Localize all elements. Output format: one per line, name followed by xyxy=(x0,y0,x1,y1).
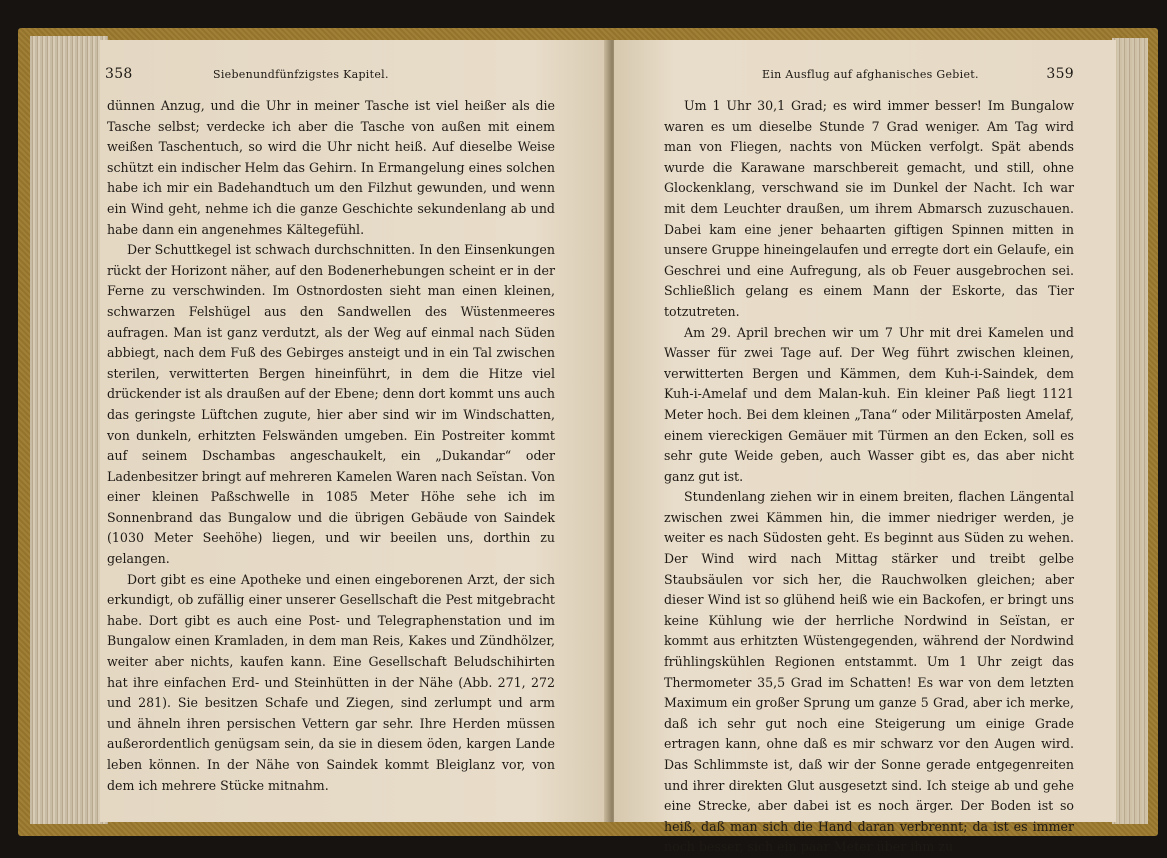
left-running-title: Siebenundfünfzigstes Kapitel. xyxy=(213,68,389,81)
left-page-number: 358 xyxy=(105,66,133,82)
right-paragraph-2: Am 29. April brechen wir um 7 Uhr mit drei Kamelen und Wasser für zwei Tage auf. Der Weg führt zwischen kleinen, verwitterten Bergen und Kämmen, dem Kuh-i-Saindek, dem Kuh-i-Amelaf und dem Malan-kuh. Ein kleiner Paß liegt 1121 Meter hoch. Bei dem kleinen „Tana“ oder Militärposten Amelaf, einem viereckigen Gemäuer mit Türmen an den Ecken, soll es sehr gute Weide geben, auch Wasser gibt es, das aber nicht ganz gut ist. xyxy=(664,324,1074,484)
right-page xyxy=(614,40,1116,855)
right-running-head xyxy=(732,68,1072,86)
left-paragraph-2: Der Schuttkegel ist schwach durchschnitten. In den Einsenkungen rückt der Horizont näher, auf den Bodenerhebungen scheint er in der Ferne zu verschwinden. Im Ostnordosten sieht man einen kleinen, schwarzen Felshügel aus den Sandwellen des Wüstenmeeres aufragen. Man ist ganz verdutzt, als der Weg auf einmal nach Süden abbiegt, nach dem Fuß des Gebirges ansteigt und in ein Tal zwischen sterilen, verwitterten Bergen hineinführt, in dem die Hitze viel drückender ist als draußen auf der Ebene; denn dort kommt uns auch das geringste Lüftchen zugute, hier aber sind wir im Windschatten, von dunkeln, erhitzten Felswänden umgeben. Ein Postreiter kommt auf seinem Dschambas angeschaukelt, ein „Dukandar“ oder Ladenbesitzer bringt auf mehreren Kamelen Waren nach Seïstan. Von einer kleinen Paßschwelle in 1085 Meter Höhe sehe ich im Sonnenbrand das Bungalow und die übrigen Gebäude von Saindek (1030 Meter Seehöhe) liegen, und wir beeilen uns, dorthin zu gelangen. xyxy=(107,242,555,567)
page-edges-left xyxy=(30,36,108,824)
right-running-title: Ein Ausflug auf afghanisches Gebiet. xyxy=(762,68,979,81)
left-paragraph-1: dünnen Anzug, und die Uhr in meiner Tasche ist viel heißer als die Tasche selbst; verdecke ich aber die Tasche von außen mit einem weißen Taschentuch, so wird die Uhr nicht heiß. Auf dieselbe Weise schützt ein indischer Helm das Gehirn. In Ermangelung eines solchen habe ich mir ein Badehandtuch um den Filzhut gewunden, und wenn ein Wind geht, nehme ich die ganze Geschichte sekundenlang ab und habe dann ein angenehmes Kältegefühl. xyxy=(107,98,555,237)
left-page xyxy=(100,40,610,822)
right-paragraph-3: Stundenlang ziehen wir in einem breiten, flachen Längental zwischen zwei Kämmen hin, die immer niedriger werden, je weiter es nach Südosten geht. Es beginnt aus Süden zu wehen. Der Wind wird nach Mittag stärker und treibt gelbe Staubsäulen vor sich her, die Rauchwolken gleichen; aber dieser Wind ist so glühend heiß wie ein Backofen, er bringt uns keine Kühlung wie der herrliche Nordwind in Seïstan, er kommt aus erhitzten Wüstengegenden, während der Nordwind frühlingskühlen Regionen entstammt. Um 1 Uhr zeigt das Thermometer 35,5 Grad im Schatten! Es war von dem letzten Maximum ein großer Sprung um ganze 5 Grad, aber ich merke, daß ich sehr gut noch eine Steigerung um einige Grade ertragen kann, ohne daß es mir schwarz vor den Augen wird. Das Schlimmste ist, daß wir der Sonne gerade entgegenreiten und ihrer direkten Glut ausgesetzt sind. Ich steige ab und gehe eine Strecke, aber dabei ist es noch ärger. Der Boden ist so heiß, daß man sich die Hand daran verbrennt; da ist es immer noch besser, sich ein paar Meter über ihm zu xyxy=(664,489,1074,855)
right-page-number: 359 xyxy=(1046,66,1074,82)
left-running-head xyxy=(105,68,545,86)
left-paragraph-3: Dort gibt es eine Apotheke und einen eingeborenen Arzt, der sich erkundigt, ob zufällig einer unserer Gesellschaft die Pest mitgebracht habe. Dort gibt es auch eine Post- und Telegraphenstation und im Bungalow einen Kramladen, in dem man Reis, Kakes und Zündhölzer, weiter aber nichts, kaufen kann. Eine Gesellschaft Beludschihirten hat ihre einfachen Erd- und Steinhütten in der Nähe (Abb. 271, 272 und 281). Sie besitzen Schafe und Ziegen, sind zerlumpt und arm und ähneln ihren persischen Vettern gar sehr. Ihre Herden müssen außerordentlich genügsam sein, da sie in diesem öden, kargen Lande leben können. In der Nähe von Saindek kommt Bleiglanz vor, von dem ich mehrere Stücke mitnahm. xyxy=(107,571,555,793)
page-edges-right xyxy=(1112,38,1148,824)
right-paragraph-1: Um 1 Uhr 30,1 Grad; es wird immer besser! Im Bungalow waren es um dieselbe Stunde 7 Grad weniger. Am Tag wird man von Fliegen, nachts von Mücken verfolgt. Spät abends wurde die Karawane marschbereit gemacht, und still, ohne Glockenklang, verschwand sie im Dunkel der Nacht. Ich war mit dem Leuchter draußen, um ihrem Abmarsch zuzuschauen. Dabei kam eine jener behaarten giftigen Spinnen mitten in unsere Gruppe hineingelaufen und erregte dort ein Gelaufe, ein Geschrei und eine Aufregung, als ob Feuer ausgebrochen sei. Schließlich gelang es einem Mann der Eskorte, das Tier totzutreten. xyxy=(664,98,1074,319)
left-body-text xyxy=(107,96,555,796)
right-body-text xyxy=(664,96,1074,858)
